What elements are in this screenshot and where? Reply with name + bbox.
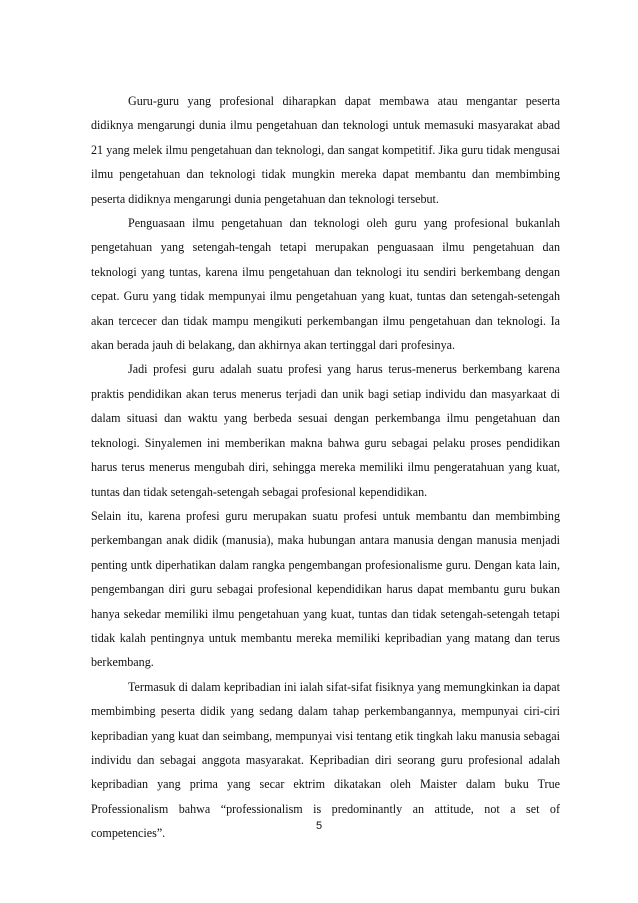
paragraph-4: Selain itu, karena profesi guru merupakan suatu profesi untuk membantu dan membimbing perkembangan anak didik (manusia), maka hubungan antara manusia dengan manusia menjadi penting untk diperhatikan dalam rangka pengembangan profesionalisme guru. Dengan kata lain, pengembangan diri guru sebagai profesional kependidikan harus dapat membantu guru bukan hanya sekedar memiliki ilmu pengetahuan yang kuat, tuntas dan tidak setengah-setengah tetapi tidak kalah pentingnya untuk membantu mereka memiliki kepribadian yang matang dan terus berkembang. [91, 508, 560, 670]
paragraph-3: Jadi profesi guru adalah suatu profesi yang harus terus-menerus berkembang karena praktis pendidikan akan terus menerus terjadi dan unik bagi setiap individu dan masyarkaat di dalam situasi dan waktu yang berbeda sesuai dengan perkembanga ilmu pengetahuan dan teknologi. Sinyalemen ini memberikan makna bahwa guru sebagai pelaku proses pendidikan harus terus menerus mengubah diri, sehingga mereka memiliki ilmu pengeratahuan yang kuat, tuntas dan tidak setengah-setengah sebagai profesional kependidikan. [91, 362, 560, 499]
paragraph-1: Guru-guru yang profesional diharapkan dapat membawa atau mengantar peserta didiknya mengarungi dunia ilmu pengetahuan dan teknologi untuk memasuki masyarakat abad 21 yang melek ilmu pengetahuan dan teknologi, dan sangat kompetitif. Jika guru tidak mengusai ilmu pengetahuan dan teknologi tidak mungkin mereka dapat membantu dan membimbing peserta didiknya mengarungi dunia pengetahuan dan teknologi tersebut. [91, 94, 560, 206]
paragraph-2: Penguasaan ilmu pengetahuan dan teknologi oleh guru yang profesional bukanlah pengetahuan yang setengah-tengah tetapi merupakan penguasaan ilmu pengetahuan dan teknologi yang tuntas, karena ilmu pengetahuan dan teknologi itu sendiri berkembang dengan cepat. Guru yang tidak mempunyai ilmu pengetahuan yang kuat, tuntas dan setengah-setengah akan tercecer dan tidak mampu mengikuti perkembangan ilmu pengetahuan dan teknologi. Ia akan berada jauh di belakang, dan akhirnya akan tertinggal dari profesinya. [91, 216, 560, 353]
page-number: 5 [315, 820, 323, 832]
document-body [91, 89, 560, 846]
paragraph-5: Termasuk di dalam kepribadian ini ialah sifat-sifat fisiknya yang memungkinkan ia dapat membimbing peserta didik yang sedang dalam tahap perkembangannya, mempunyai ciri-ciri kepribadian yang kuat dan seimbang, mempunyai visi tentang etik tingkah laku manusia sebagai individu dan sebagai anggota masyarakat. Kepribadian diri seorang guru profesional adalah kepribadian yang prima yang secar ektrim dikatakan oleh Maister dalam buku True Professionalism bahwa “professionalism is predominantly an attitude, not a set of competencies”. [91, 679, 560, 841]
